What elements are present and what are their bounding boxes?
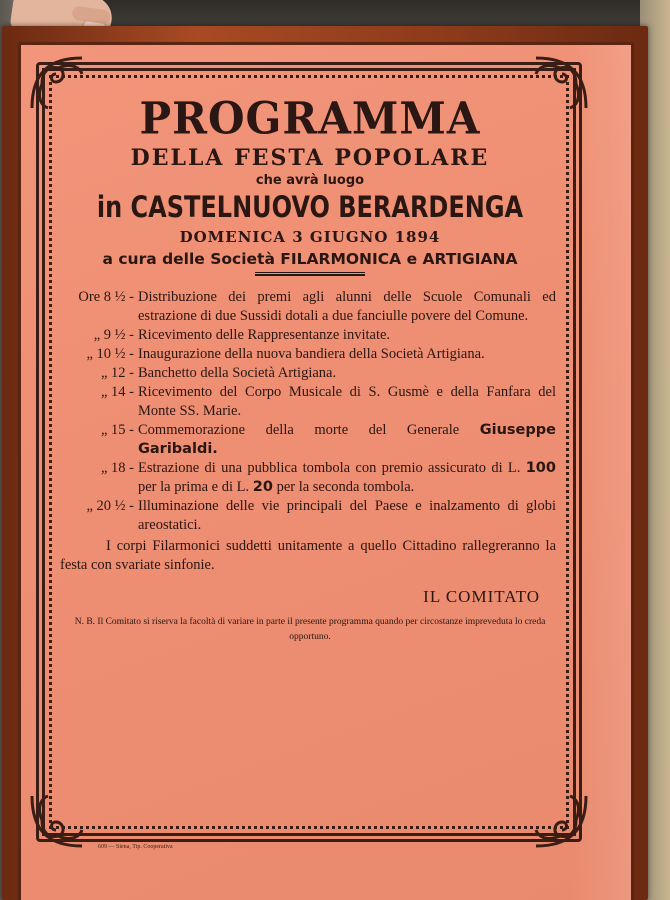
item-text: Distribuzione dei premi agli alunni delle Scuole Comunali ed estrazione di due Sussidi dotali a due fanciulle povere del Comune.	[138, 289, 556, 324]
item-time: „ 18 -	[100, 460, 134, 476]
item-text-part: per la seconda tombola.	[272, 479, 415, 495]
item-time: „ 9 ½ -	[93, 327, 134, 343]
item-text-part: Commemorazione della morte del Generale	[138, 422, 480, 438]
poster-date: DOMENICA 3 GIUGNO 1894	[179, 228, 441, 246]
signature: IL COMITATO	[423, 587, 540, 606]
item-time: „ 20 ½ -	[86, 498, 134, 514]
list-item	[60, 383, 560, 421]
item-time: „ 14 -	[100, 384, 134, 400]
list-item	[60, 326, 560, 345]
corner-ornament-icon	[532, 792, 590, 850]
item-text: Ricevimento del Corpo Musicale di S. Gusmè e della Fanfara del Monte SS. Marie.	[138, 384, 556, 419]
item-text: Illuminazione delle vie principali del Paese e inalzamento di globi areostatici.	[138, 498, 556, 533]
item-time: „ 12 -	[100, 365, 134, 381]
item-text	[138, 421, 560, 459]
list-item	[60, 345, 560, 364]
item-text	[138, 459, 560, 497]
poster-title: PROGRAMMA	[139, 92, 481, 145]
divider	[255, 272, 365, 276]
item-text: Banchetto della Società Artigiana.	[138, 365, 337, 381]
poster-subtitle: DELLA FESTA POPOLARE	[130, 145, 490, 171]
garibaldi-name: Giuseppe Garibaldi.	[138, 422, 556, 457]
corner-ornament-icon	[28, 792, 86, 850]
prize-amount-first: 100	[525, 460, 556, 476]
program-list	[60, 288, 560, 535]
list-item	[60, 421, 560, 459]
footnote: N. B. Il Comitato si riserva la facoltà di variare in parte il presente programma quando per circostanze impreveduta lo creda opportuno.	[74, 617, 546, 642]
item-time: „ 15 -	[100, 422, 134, 438]
item-text: Inaugurazione della nuova bandiera della Società Artigiana.	[138, 346, 485, 362]
prize-amount-second: 20	[252, 479, 273, 495]
poster-place: in CASTELNUOVO BERARDENGA	[96, 190, 524, 224]
poster-small-line: che avrà luogo	[255, 173, 365, 188]
item-text: Ricevimento delle Rappresentanze invitate.	[138, 327, 391, 343]
poster-content	[60, 90, 560, 645]
list-item	[60, 459, 560, 497]
printer-credit: 609 — Siena, Tip. Cooperativa	[98, 844, 173, 850]
item-time: „ 10 ½ -	[86, 346, 134, 362]
poster-organizers: a cura delle Società FILARMONICA e ARTIGIANA	[102, 250, 518, 268]
item-time: Ore 8 ½ -	[78, 289, 134, 305]
closing-paragraph: I corpi Filarmonici suddetti unitamente a quello Cittadino rallegreranno la festa con svariate sinfonie.	[60, 538, 556, 573]
list-item	[60, 497, 560, 535]
list-item	[60, 364, 560, 383]
item-text-part: Estrazione di una pubblica tombola con premio assicurato di L.	[138, 460, 526, 476]
item-text-part: per la prima e di L.	[138, 479, 253, 495]
list-item	[60, 288, 560, 326]
